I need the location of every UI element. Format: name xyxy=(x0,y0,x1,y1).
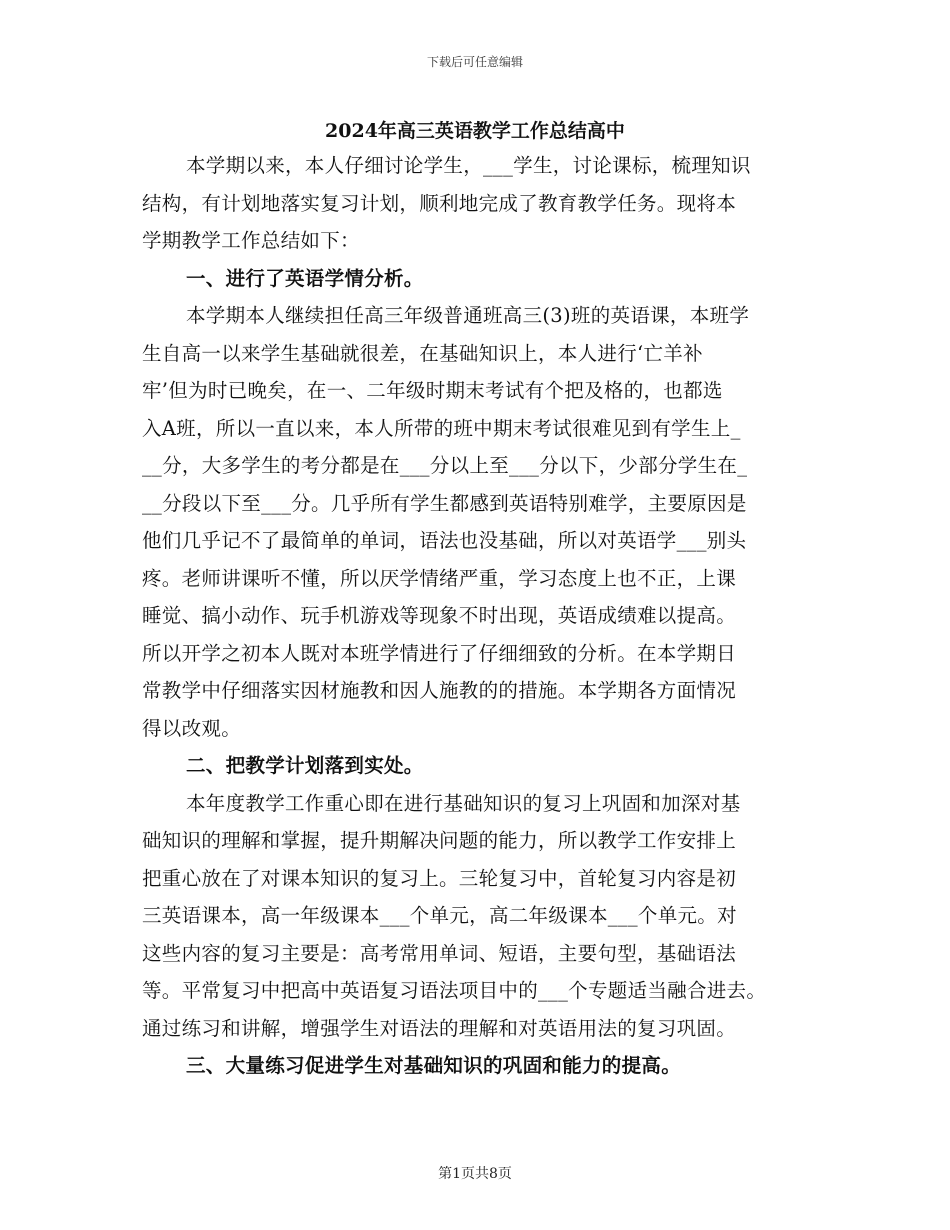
document-body xyxy=(142,147,812,1085)
document-title: 2024年高三英语教学工作总结高中 xyxy=(325,120,625,142)
section-heading: 三、大量练习促进学生对基础知识的巩固和能力的提高。 xyxy=(186,1054,682,1077)
body-line: 牢’但为时已晚矣，在一、二年级时期末考试有个把及格的，也都选 xyxy=(142,379,723,402)
body-line: 他们几乎记不了最简单的单词，语法也没基础，所以对英语学___别头 xyxy=(142,529,747,552)
body-line: 本学期本人继续担任高三年级普通班高三(3)班的英语课，本班学 xyxy=(186,304,750,327)
body-line: 生自高一以来学生基础就很差，在基础知识上，本人进行‘亡羊补 xyxy=(142,341,703,365)
body-line: 所以开学之初本人既对本班学情进行了仔细细致的分析。在本学期日 xyxy=(142,641,737,665)
body-line: 本年度教学工作重心即在进行基础知识的复习上巩固和加深对基 xyxy=(186,791,741,815)
body-line: 三英语课本，高一年级课本___个单元，高二年级课本___个单元。对 xyxy=(142,904,737,927)
header-note: 下载后可任意编辑 xyxy=(426,55,523,69)
body-line: 通过练习和讲解，增强学生对语法的理解和对英语用法的复习巩固。 xyxy=(142,1016,737,1040)
body-line: __分段以下至___分。几乎所有学生都感到英语特别难学，主要原因是 xyxy=(142,491,747,515)
body-line: 把重心放在了对课本知识的复习上。三轮复习中，首轮复习内容是初 xyxy=(142,866,737,890)
body-line: 疼。老师讲课听不懂，所以厌学情绪严重，学习态度上也不正，上课 xyxy=(142,566,737,590)
body-line: 入A班，所以一直以来，本人所带的班中期末考试很难见到有学生上_ xyxy=(142,416,741,440)
body-line: 学期教学工作总结如下： xyxy=(142,229,360,252)
body-line: 结构，有计划地落实复习计划，顺利地完成了教育教学任务。现将本 xyxy=(142,191,737,215)
body-line: 这些内容的复习主要是：高考常用单词、短语，主要句型，基础语法 xyxy=(142,941,737,965)
body-line: 常教学中仔细落实因材施教和因人施教的的措施。本学期各方面情况 xyxy=(142,679,737,702)
section-heading: 二、把教学计划落到实处。 xyxy=(186,754,424,777)
body-line: 睡觉、搞小动作、玩手机游戏等现象不时出现，英语成绩难以提高。 xyxy=(142,604,737,627)
body-line: 础知识的理解和掌握，提升期解决问题的能力，所以教学工作安排上 xyxy=(142,829,737,852)
body-line: 得以改观。 xyxy=(142,716,242,740)
page-number: 第1页共8页 xyxy=(438,1166,512,1182)
body-line: 本学期以来，本人仔细讨论学生，___学生，讨论课标，梳理知识 xyxy=(186,154,751,177)
body-line: 等。平常复习中把高中英语复习语法项目中的___个专题适当融合进去。 xyxy=(142,979,767,1002)
body-line: __分，大多学生的考分都是在___分以上至___分以下，少部分学生在_ xyxy=(142,454,748,477)
section-heading: 一、进行了英语学情分析。 xyxy=(186,266,424,290)
